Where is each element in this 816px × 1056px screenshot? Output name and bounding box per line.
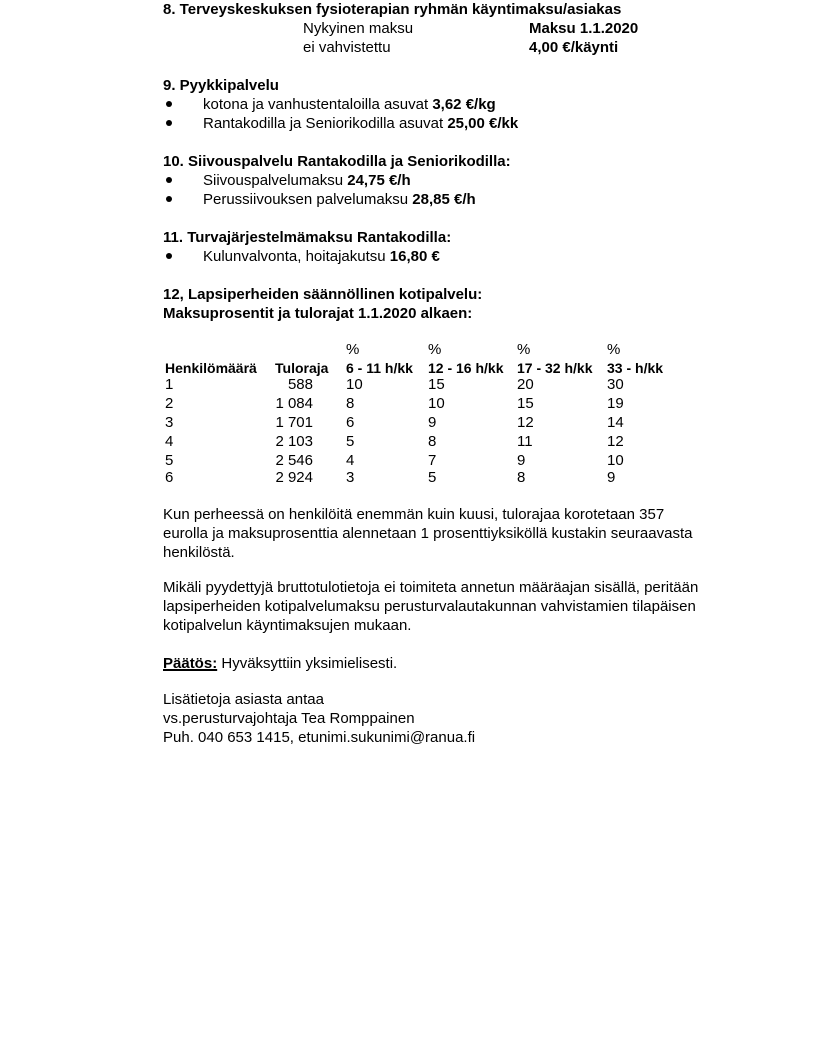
bullet-icon (166, 253, 172, 259)
list-item: Rantakodilla ja Seniorikodilla asuvat 25,00 €/kk (203, 115, 519, 132)
column-header: Henkilömäärä (165, 360, 257, 376)
list-item: Siivouspalvelumaksu 24,75 €/h (203, 172, 411, 189)
section-12-heading: 12, Lapsiperheiden säännöllinen kotipalvelu: (163, 286, 483, 303)
pct-label: % (517, 341, 531, 358)
column-header: Tuloraja (275, 360, 329, 376)
pct-label: % (607, 341, 621, 358)
contact-line: Puh. 040 653 1415, etunimi.sukunimi@ranua.fi (163, 729, 476, 746)
list-item: Kulunvalvonta, hoitajakutsu 16,80 € (203, 248, 440, 265)
section-9-heading: 9. Pyykkipalvelu (163, 77, 279, 94)
new-fee-label: Maksu 1.1.2020 (529, 20, 639, 37)
decision-label: Päätös: (163, 655, 218, 672)
section-8-heading: 8. Terveyskeskuksen fysioterapian ryhmän käyntimaksu/asiakas (163, 1, 622, 18)
column-header: 33 - h/kk (607, 360, 664, 376)
bullet-icon (166, 177, 172, 183)
section-12-subheading: Maksuprosentit ja tulorajat 1.1.2020 alkaen: (163, 305, 473, 322)
decision (163, 654, 397, 673)
list-item: kotona ja vanhustentaloilla asuvat 3,62 €/kg (203, 96, 496, 113)
current-fee-label: Nykyinen maksu (303, 20, 414, 37)
column-header: 17 - 32 h/kk (517, 360, 593, 376)
contact-line: Lisätietoja asiasta antaa (163, 691, 324, 708)
column-header: 12 - 16 h/kk (428, 360, 504, 376)
section-10-heading: 10. Siivouspalvelu Rantakodilla ja Seniorikodilla: (163, 153, 511, 170)
bullet-icon (166, 120, 172, 126)
decision-text: Hyväksyttiin yksimielisesti. (217, 655, 398, 672)
pct-label: % (428, 341, 442, 358)
contact-line: vs.perusturvajohtaja Tea Romppainen (163, 710, 415, 727)
new-fee-value: 4,00 €/käynti (529, 39, 619, 56)
pct-label: % (346, 341, 360, 358)
column-header: 6 - 11 h/kk (346, 360, 413, 376)
bullet-icon (166, 196, 172, 202)
bullet-icon (166, 101, 172, 107)
current-fee-value: ei vahvistettu (303, 39, 391, 56)
list-item: Perussiivouksen palvelumaksu 28,85 €/h (203, 191, 476, 208)
section-11-heading: 11. Turvajärjestelmämaksu Rantakodilla: (163, 229, 452, 246)
